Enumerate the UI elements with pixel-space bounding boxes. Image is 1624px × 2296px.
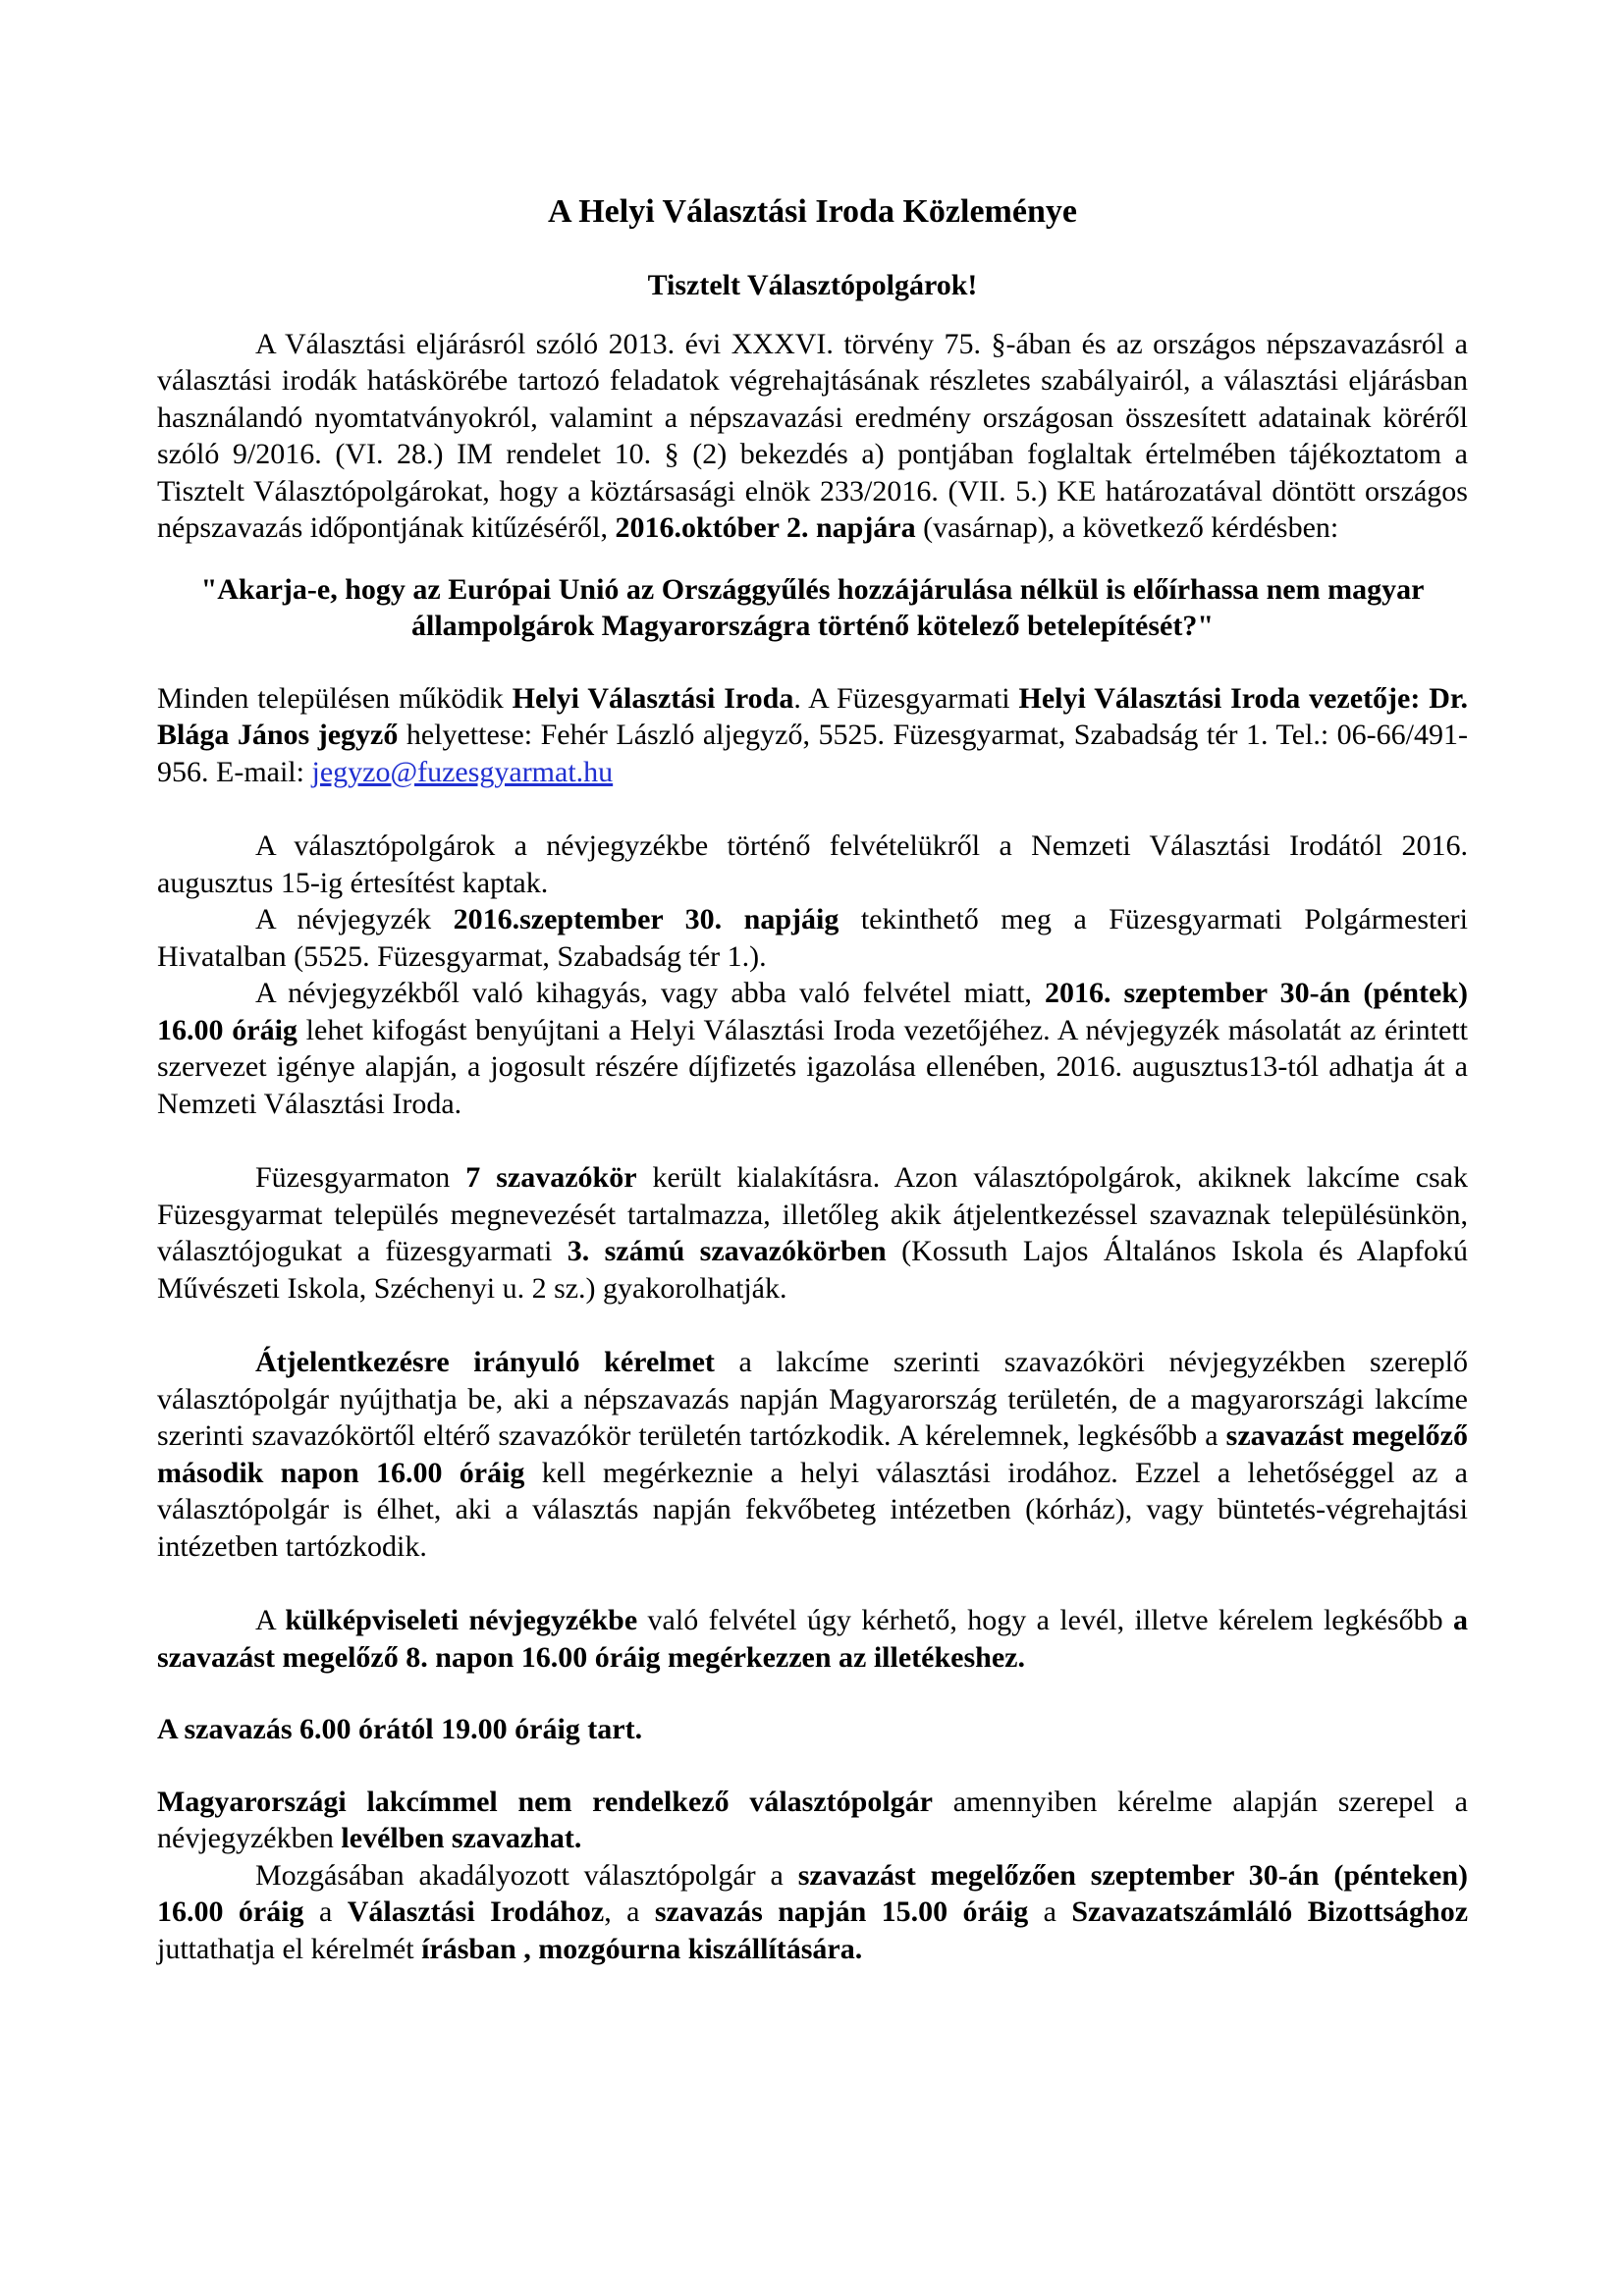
objection-text: A névjegyzékből való kihagyás, vagy abba való felvétel miatt, — [255, 977, 1045, 1009]
referendum-date: 2016.október 2. napjára — [615, 511, 916, 544]
register-notice: A választópolgárok a névjegyzékbe történő felvételükről a Nemzeti Választási Irodától 2016. augusztus 15-ig értesítést kaptak. — [157, 829, 1468, 899]
voting-hours — [157, 1711, 1468, 1748]
page-title: A Helyi Választási Iroda Közleménye — [548, 193, 1077, 230]
postal-vote: levélben szavazhat. — [341, 1822, 582, 1854]
objection-text-end: lehet kifogást benyújtani a Helyi Választási Iroda vezetőjéhez. A névjegyzék másolatát az érintett szervezet igénye alapján, a jogosult részére díjfizetés igazolása ellenében, 2016. augusztus13-tól adhatja át a Nemzeti Választási Iroda. — [157, 1013, 1469, 1120]
mobile-text-2: a — [303, 1896, 348, 1928]
postal-voter: Magyarországi lakcímmel nem rendelkező választópolgár — [157, 1785, 933, 1818]
greeting: Tisztelt Választópolgárok! — [647, 269, 978, 301]
email-link[interactable]: jegyzo@fuzesgyarmat.hu — [311, 755, 614, 788]
mobile-text-3: , a — [604, 1896, 655, 1928]
mobile-text: Mozgásában akadályozott választópolgár a — [255, 1858, 798, 1892]
referendum-question: "Akarja-e, hogy az Európai Unió az Országgyűlés hozzájárulása nélkül is előírhassa nem magyar állampolgárok Magyarországra történő kötelező betelepítését?" — [200, 572, 1425, 642]
objection-deadline: 2016. szeptember 30-án (péntek) 16.00 óráig — [157, 977, 1468, 1046]
register-objection — [157, 975, 1468, 1122]
intro-text-end: (vasárnap), a következő kérdésben: — [915, 511, 1339, 544]
inspection-place: tekinthető meg a Füzesgyarmati Polgármesteri Hivatalban (5525. Füzesgyarmat, Szabadság tér 1.). — [157, 903, 1468, 973]
abroad-text-2: való felvétel úgy kérhető, hogy a levél, illetve kérelem legkésőbb — [637, 1604, 1453, 1636]
voting-hours-text: A szavazás 6.00 órától 19.00 óráig tart. — [157, 1713, 643, 1745]
postal-paragraph — [157, 1784, 1468, 1857]
office-text: Minden településen működik — [157, 681, 513, 715]
mobile-text-4: a — [1028, 1896, 1072, 1928]
mobile-text-5: juttathatja el kérelmét — [157, 1932, 422, 1965]
mobile-request: írásban , mozgóurna kiszállítására. — [421, 1932, 863, 1965]
office-name: Helyi Választási Iroda — [512, 681, 794, 715]
intro-paragraph — [157, 326, 1468, 547]
office-paragraph — [157, 680, 1468, 791]
district-location: (Kossuth Lajos Általános Iskola és Alapfokú Művészeti Iskola, Széchenyi u. 2 sz.) gyakorolhatják. — [157, 1235, 1469, 1305]
districts-paragraph — [157, 1159, 1468, 1307]
abroad-deadline: a szavazást megelőző 8. napon 16.00 óráig megérkezzen az illetékeshez. — [157, 1604, 1468, 1674]
mobile-deadline-2: szavazás napján 15.00 óráig — [654, 1896, 1029, 1928]
office-text-2: . A Füzesgyarmati — [793, 681, 1019, 715]
inspection-text: A névjegyzék — [255, 903, 454, 935]
office-contact: helyettese: Fehér László aljegyző, 5525. Füzesgyarmat, Szabadság tér 1. Tel.: 06-66/491-956. E-mail: — [157, 719, 1468, 788]
abroad-text: A — [255, 1604, 286, 1636]
transfer-text: a lakcíme szerinti szavazóköri névjegyzékben szereplő választópolgár nyújthatja be, aki a népszavazás napján Magyarország területén, de a magyarországi lakcíme szerinti szavazókörtől eltérő szavazókör területén tartózkodik. A kérelemnek, legkésőbb a — [157, 1346, 1469, 1452]
mobile-committee: Szavazatszámláló Bizottsághoz — [1071, 1896, 1469, 1928]
abroad-register: külképviseleti névjegyzékbe — [285, 1604, 638, 1636]
intro-text: A Választási eljárásról szóló 2013. évi XXXVI. törvény 75. §-ában és az országos népszavazásról a választási irodák hatáskörébe tartozó feladatok végrehajtásának részletes szabályairól, a választási eljárásban használandó nyomtatványokról, valamint a népszavazási eredmény országosan összesített adatainak köréről szóló 9/2016. (VI. 28.) IM rendelet 10. § (2) bekezdés a) pontjában foglaltak értelmében tájékoztatom a Tisztelt Választópolgárokat, hogy a köztársasági elnök 233/2016. (VII. 5.) KE határozatával döntött országos népszavazás időpontjának kitűzéséről, — [157, 327, 1468, 544]
mobile-deadline-1: szavazást megelőzően szeptember 30-án (pénteken) 16.00 óráig — [157, 1858, 1468, 1928]
district-count: 7 szavazókör — [465, 1161, 637, 1194]
districts-text-2: került kialakításra. Azon választópolgárok, akiknek lakcíme csak Füzesgyarmat település megnevezését tartalmazza, illetőleg akik átjelentkezéssel szavaznak településünkön, választójogukat a füzesgyarmati — [157, 1161, 1468, 1267]
register-inspection — [157, 901, 1468, 975]
transfer-paragraph — [157, 1344, 1468, 1565]
transfer-text-end: kell megérkeznie a helyi választási irodához. Ezzel a lehetőséggel az a választópolgár is élhet, aki a választás napján fekvőbeteg intézetben (kórház), vagy büntetés-végrehajtási intézetben tartózkodik. — [157, 1456, 1468, 1563]
mobile-paragraph — [157, 1857, 1468, 1968]
transfer-heading: Átjelentkezésre irányuló kérelmet — [255, 1346, 715, 1378]
inspection-deadline: 2016.szeptember 30. napjáig — [453, 903, 839, 935]
office-head: Helyi Választási Iroda vezetője: Dr. Blága János jegyző — [157, 681, 1468, 751]
document-body — [157, 192, 1468, 1967]
mobile-office: Választási Irodához — [347, 1896, 605, 1928]
transfer-deadline: szavazást megelőző második napon 16.00 óráig — [157, 1419, 1468, 1489]
districts-text: Füzesgyarmaton — [255, 1161, 466, 1194]
abroad-paragraph — [157, 1602, 1468, 1676]
postal-text: amennyiben kérelme alapján szerepel a névjegyzékben — [157, 1785, 1468, 1854]
district-number: 3. számú szavazókörben — [567, 1235, 887, 1267]
